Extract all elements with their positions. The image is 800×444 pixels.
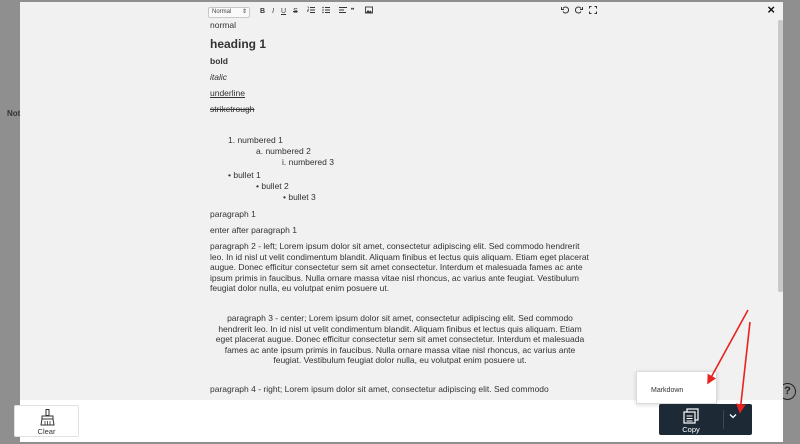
redo-icon[interactable]: [575, 6, 583, 18]
fullscreen-icon[interactable]: [589, 6, 597, 18]
bold-button[interactable]: B: [260, 8, 266, 15]
paragraph-4: paragraph 4 - right; Lorem ipsum dolor sit amet, consectetur adipiscing elit. Sed commodo: [210, 384, 549, 394]
quote-icon[interactable]: ❞: [350, 8, 355, 15]
numbered-list-item: a. numbered 2: [256, 146, 311, 156]
copy-icon: [683, 408, 699, 424]
bullet-list-item: • bullet 2: [256, 181, 289, 191]
broom-icon: [39, 409, 56, 426]
align-left-icon[interactable]: [339, 6, 347, 18]
dropdown-item-markdown[interactable]: Markdown: [651, 387, 684, 394]
image-icon[interactable]: [365, 6, 373, 18]
bold-text: bold: [210, 56, 228, 66]
strikethrough-text: striketrough: [210, 104, 255, 114]
editor-toolbar: [208, 5, 373, 19]
paragraph-3: paragraph 3 - center; Lorem ipsum dolor sit amet, consectetur adipiscing elit. Sed commodo hendrerit leo. In id nisl ut velit condimentum blandit. Aliquam finibus et lectus quis aliquam. Etiam eget placerat augue. Donec efficitur consectetur sem sit amet consectetur. Interdum et malesuada fames ac ante ipsum primis in faucibus. Nulla ornare massa vitae nisl rhoncus, ac varius ante feugiat. Vestibulum feugiat dolor nulla, eu volutpat enim posuere ut.: [215, 313, 585, 365]
italic-button[interactable]: I: [272, 8, 275, 15]
rich-text-editor[interactable]: [20, 2, 783, 400]
copy-button-label: Copy: [682, 425, 700, 434]
clear-button[interactable]: [14, 405, 79, 437]
backdrop-column-label: Not: [7, 109, 21, 118]
underline-button[interactable]: U: [281, 8, 287, 15]
bullet-list-item: • bullet 3: [283, 192, 316, 202]
copy-button[interactable]: [659, 404, 752, 435]
close-button[interactable]: ×: [767, 2, 775, 17]
clear-button-label: Clear: [37, 427, 56, 436]
help-icon[interactable]: ?: [779, 383, 796, 400]
undo-icon[interactable]: [561, 6, 569, 18]
copy-button-divider: [723, 410, 724, 429]
italic-text: italic: [210, 72, 228, 82]
copy-format-dropdown: [636, 371, 717, 404]
numbered-list-item: i. numbered 3: [282, 157, 334, 167]
paragraph-1: paragraph 1: [210, 209, 256, 219]
normal-text: normal: [210, 20, 236, 30]
numbered-list-item: 1. numbered 1: [228, 135, 283, 145]
bullet-list-icon[interactable]: [322, 6, 330, 18]
underline-text: underline: [210, 88, 245, 98]
paragraph-enter: enter after paragraph 1: [210, 225, 297, 235]
heading-1: heading 1: [210, 37, 267, 51]
format-select[interactable]: Normal ⇕: [208, 7, 250, 18]
bullet-list-item: • bullet 1: [228, 170, 261, 180]
history-toolbar: [557, 5, 599, 19]
editor-scrollbar[interactable]: [778, 20, 783, 292]
numbered-list-icon[interactable]: [307, 6, 315, 18]
chevron-down-icon[interactable]: [729, 411, 737, 422]
strikethrough-button[interactable]: S: [293, 8, 298, 15]
paragraph-2: paragraph 2 - left; Lorem ipsum dolor sit amet, consectetur adipiscing elit. Sed commodo hendrerit leo. In id nisl ut velit condimentum blandit. Aliquam finibus et lectus quis aliquam. Etiam eget placerat augue. Donec efficitur consectetur sem sit amet consectetur. Interdum et malesuada fames ac ante ipsum primis in faucibus. Nulla ornare massa vitae nisl rhoncus, ac varius ante feugiat. Vestibulum feugiat dolor nulla, eu volutpat enim posuere ut.: [210, 241, 589, 293]
